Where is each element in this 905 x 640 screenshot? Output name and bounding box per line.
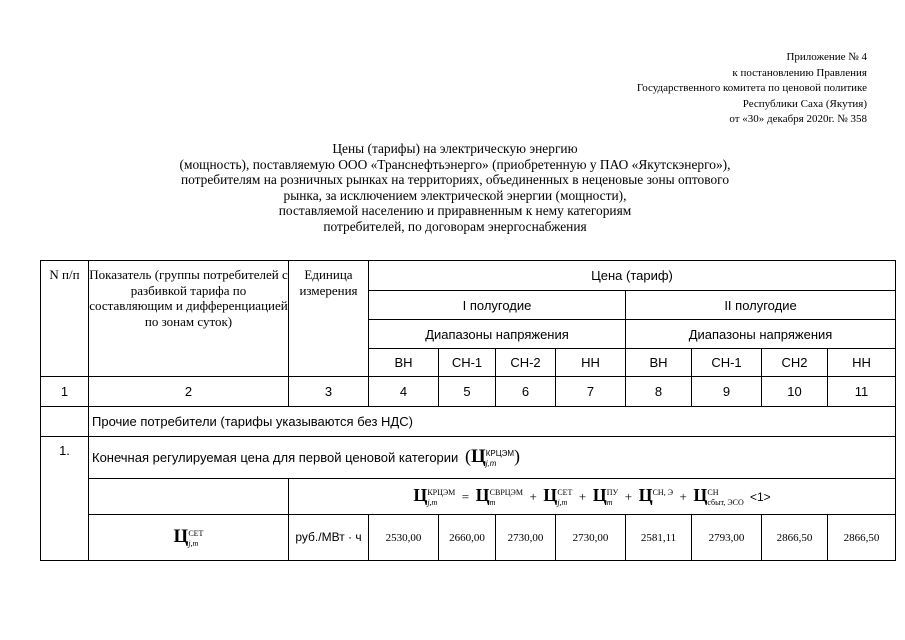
column-number: 11 xyxy=(828,377,896,407)
formula-plus: + xyxy=(575,488,590,504)
header-num: N п/п xyxy=(41,261,89,377)
formula-footnote-ref: <1> xyxy=(750,489,771,504)
formula-cell xyxy=(289,479,896,515)
title-line: потребителям на розничных рынках на территориях, объединенных в неценовые зоны оптового xyxy=(180,172,730,188)
formula-t1-sub: m xyxy=(489,498,496,507)
row-1-label-cell xyxy=(89,437,896,479)
data-row-symbol-indices xyxy=(188,529,203,549)
voltage-level: НН xyxy=(556,349,626,377)
appendix-line: к постановлению Правления xyxy=(732,66,867,79)
formula-t2-indices xyxy=(557,488,572,508)
header-unit: Единица измерения xyxy=(289,261,369,377)
formula-symbol: Ц xyxy=(592,484,607,505)
section-label: Прочие потребители (тарифы указываются без НДС) xyxy=(89,407,896,437)
formula-t4-indices xyxy=(653,488,673,508)
price-value: 2730,00 xyxy=(556,515,626,561)
column-number: 5 xyxy=(439,377,496,407)
appendix-block xyxy=(637,50,867,128)
formula-plus: + xyxy=(526,488,541,504)
section-row xyxy=(41,407,896,437)
formula-plus: + xyxy=(621,488,636,504)
formula-symbol: Ц xyxy=(413,484,428,505)
data-row-symbol-sup: СЕТ xyxy=(188,529,204,538)
formula-lhs-sup: КРЦЭМ xyxy=(427,488,456,497)
formula-row xyxy=(41,479,896,515)
price-value: 2866,50 xyxy=(762,515,828,561)
data-row-unit: руб./МВт · ч xyxy=(289,515,369,561)
formula-t3-sub: m xyxy=(606,498,613,507)
column-number: 8 xyxy=(626,377,692,407)
price-value: 2866,50 xyxy=(828,515,896,561)
open-paren: ( xyxy=(464,446,471,467)
voltage-level: ВН xyxy=(369,349,439,377)
formula-t2-sub: j,m xyxy=(557,498,568,507)
price-symbol-indices xyxy=(486,449,514,469)
formula-t1-sup: СВРЦЭМ xyxy=(489,488,523,497)
header-half2: II полугодие xyxy=(626,291,896,320)
price-value: 2660,00 xyxy=(439,515,496,561)
title-line: потребителей, по договорам энергоснабжения xyxy=(323,218,587,234)
header-voltage2: Диапазоны напряжения xyxy=(626,320,896,349)
formula-equals: = xyxy=(458,488,473,504)
row-1-title xyxy=(41,437,896,479)
title-line: Цены (тарифы) на электрическую энергию xyxy=(332,141,578,156)
symbol-subscript: j,m xyxy=(485,458,497,468)
voltage-level: СН-2 xyxy=(496,349,556,377)
formula-lhs-indices xyxy=(427,488,455,508)
formula-t5-indices xyxy=(707,488,743,508)
data-row-symbol-cell xyxy=(89,515,289,561)
row-1-label: Конечная регулируемая цена для первой ценовой категории xyxy=(92,450,459,466)
voltage-level: СН2 xyxy=(762,349,828,377)
data-row xyxy=(41,515,896,561)
formula-lhs-sub: j,m xyxy=(427,498,438,507)
formula-plus: + xyxy=(676,488,691,504)
column-number: 7 xyxy=(556,377,626,407)
formula-t4-sup: СН, Э xyxy=(652,488,673,497)
appendix-line: от «30» декабря 2020г. № 358 xyxy=(729,113,867,126)
voltage-level: СН-1 xyxy=(692,349,762,377)
appendix-line: Республики Саха (Якутия) xyxy=(742,97,867,110)
row-1-num: 1. xyxy=(41,437,89,561)
column-number: 1 xyxy=(41,377,89,407)
symbol-superscript: КРЦЭМ xyxy=(485,448,515,458)
tariff-table xyxy=(40,260,896,561)
section-num-cell xyxy=(41,407,89,437)
price-value: 2793,00 xyxy=(692,515,762,561)
data-row-symbol-sub: j,m xyxy=(188,539,199,548)
formula-symbol: Ц xyxy=(543,484,558,505)
formula-symbol: Ц xyxy=(693,484,708,505)
formula-symbol: Ц xyxy=(475,484,490,505)
voltage-level: ВН xyxy=(626,349,692,377)
appendix-line: Приложение № 4 xyxy=(786,51,867,63)
column-number-row xyxy=(41,377,896,407)
column-number: 10 xyxy=(762,377,828,407)
column-number: 2 xyxy=(89,377,289,407)
title-line: (мощность), поставляемую ООО «Транснефтьэнерго» (приобретенную у ПАО «Якутскэнерго»), xyxy=(179,156,731,172)
price-value: 2730,00 xyxy=(496,515,556,561)
title-line: поставляемой населению и приравненным к нему категориям xyxy=(278,203,632,219)
formula-t2-sup: СЕТ xyxy=(557,488,573,497)
appendix-line: Государственного комитета по ценовой политике xyxy=(636,82,867,95)
formula-symbol: Ц xyxy=(638,484,653,505)
voltage-level: НН xyxy=(828,349,896,377)
document-title xyxy=(90,141,820,235)
header-indicator: Показатель (группы потребителей с разбивкой тарифа по составляющим и дифференциацией по зонам суток) xyxy=(89,261,289,377)
header-price: Цена (тариф) xyxy=(369,261,896,291)
formula-t3-indices xyxy=(607,488,618,508)
formula-t3-sup: ПУ xyxy=(606,488,619,497)
title-line: рынка, за исключением электрической энергии (мощности), xyxy=(283,187,627,203)
formula-blank xyxy=(89,479,289,515)
header-half1: I полугодие xyxy=(369,291,626,320)
header-row-1 xyxy=(41,261,896,291)
header-voltage1: Диапазоны напряжения xyxy=(369,320,626,349)
price-symbol: Ц xyxy=(470,446,486,468)
column-number: 6 xyxy=(496,377,556,407)
data-row-symbol: Ц xyxy=(173,525,189,547)
voltage-level: СН-1 xyxy=(439,349,496,377)
column-number: 3 xyxy=(289,377,369,407)
formula-t1-indices xyxy=(490,488,523,508)
column-number: 9 xyxy=(692,377,762,407)
price-value: 2581,11 xyxy=(626,515,692,561)
formula-t5-sup: СН xyxy=(707,488,719,497)
column-number: 4 xyxy=(369,377,439,407)
close-paren: ) xyxy=(514,446,521,467)
price-value: 2530,00 xyxy=(369,515,439,561)
formula-t5-sub: сбыт, ЭСО xyxy=(707,498,744,507)
